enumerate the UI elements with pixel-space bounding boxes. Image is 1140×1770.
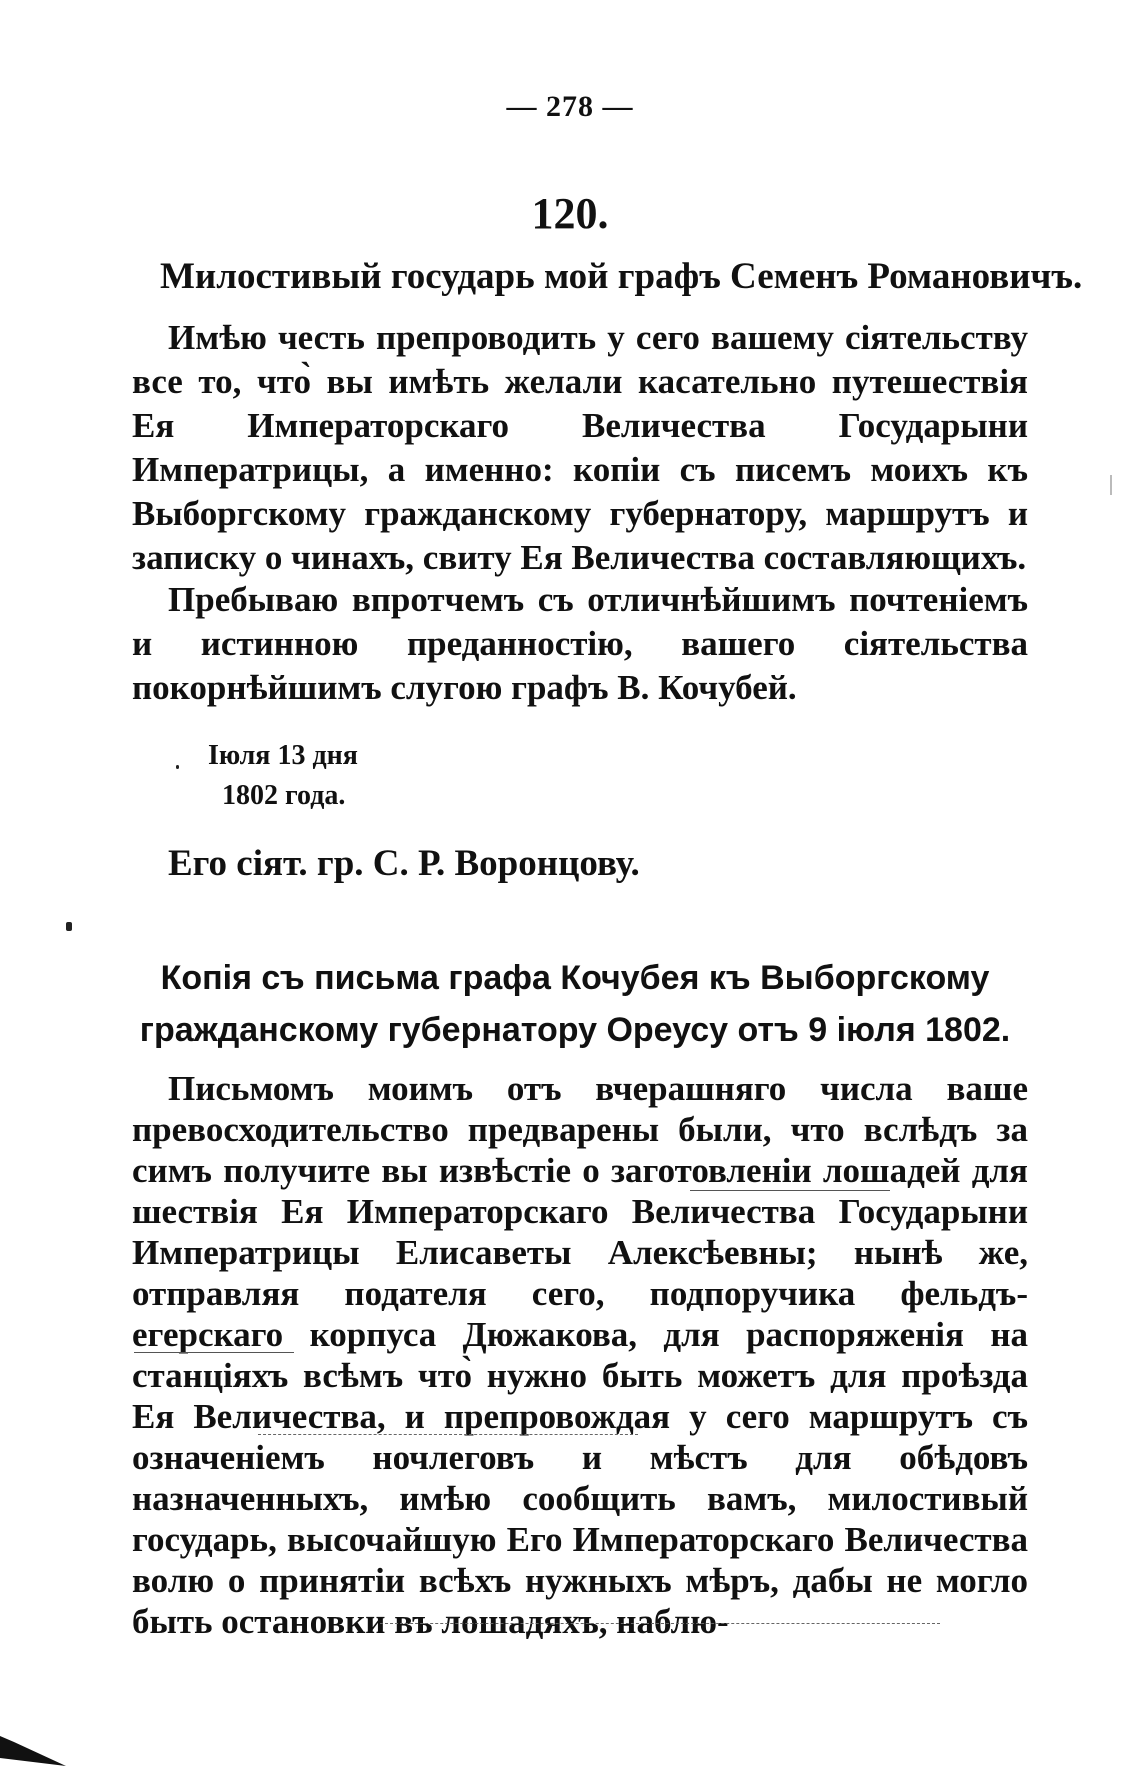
print-speck	[176, 765, 179, 769]
pencil-underline	[380, 1623, 940, 1624]
pencil-underline	[690, 1190, 890, 1191]
margin-dot	[66, 922, 72, 931]
corner-arrow-icon	[0, 1728, 70, 1770]
date-line-day: Іюля 13 дня	[208, 740, 358, 771]
document-number: 120.	[531, 189, 609, 238]
salutation: Милостивый государь мой графъ Семенъ Романовичъ.	[160, 256, 1083, 297]
pencil-underline	[134, 1352, 294, 1353]
page-number: — 278 —	[506, 90, 634, 123]
letter-paragraph-1: Имѣю честь препроводить у сего вашему сіятельству все то, что̀ вы имѣть желали касательно путешествія Ея Императорскаго Величества Государыни Императрицы, а именно: копіи съ писемъ моихъ къ Выборгскому гражданскому губернатору, маршрутъ и записку о чинахъ, свиту Ея Величества составляющихъ.	[132, 318, 1028, 577]
date-line-year: 1802 года.	[222, 780, 346, 811]
pencil-underline	[258, 1434, 638, 1435]
copy-letter-paragraph: Письмомъ моимъ отъ вчерашняго числа ваше превосходительство предварены были, что вслѣдъ за симъ получите вы извѣстіе о заготовленіи лошадей для шествія Ея Императорскаго Величества Государыни Императрицы Елисаветы Алексѣевны; нынѣ же, отправляя подателя сего, подпоручика фельдъ-егерскаго корпуса Дюжакова, для распоряженія на станціяхъ всѣмъ что̀ нужно быть можетъ для проѣзда Ея Величества, и препровождая у сего маршрутъ съ означеніемъ ночлеговъ и мѣстъ для обѣдовъ назначенныхъ, имѣю сообщить вамъ, милостивый государь, высочайшую Его Императорскаго Величества волю о принятіи всѣхъ нужныхъ мѣръ, дабы не могло быть остановки въ лошадяхъ, наблю-	[132, 1069, 1028, 1641]
copy-heading: Копія съ письма графа Кочубея къ Выборгскому гражданскому губернатору Ореусу отъ 9 іюля 1802.	[139, 959, 1011, 1049]
margin-mark	[1110, 475, 1112, 495]
letter-paragraph-2: Пребываю впротчемъ съ отличнѣйшимъ почтеніемъ и истинною преданностію, вашего сіятельства покорнѣйшимъ слугою графъ В. Кочубей.	[132, 580, 1028, 707]
addressee: Его сіят. гр. С. Р. Воронцову.	[168, 843, 640, 884]
